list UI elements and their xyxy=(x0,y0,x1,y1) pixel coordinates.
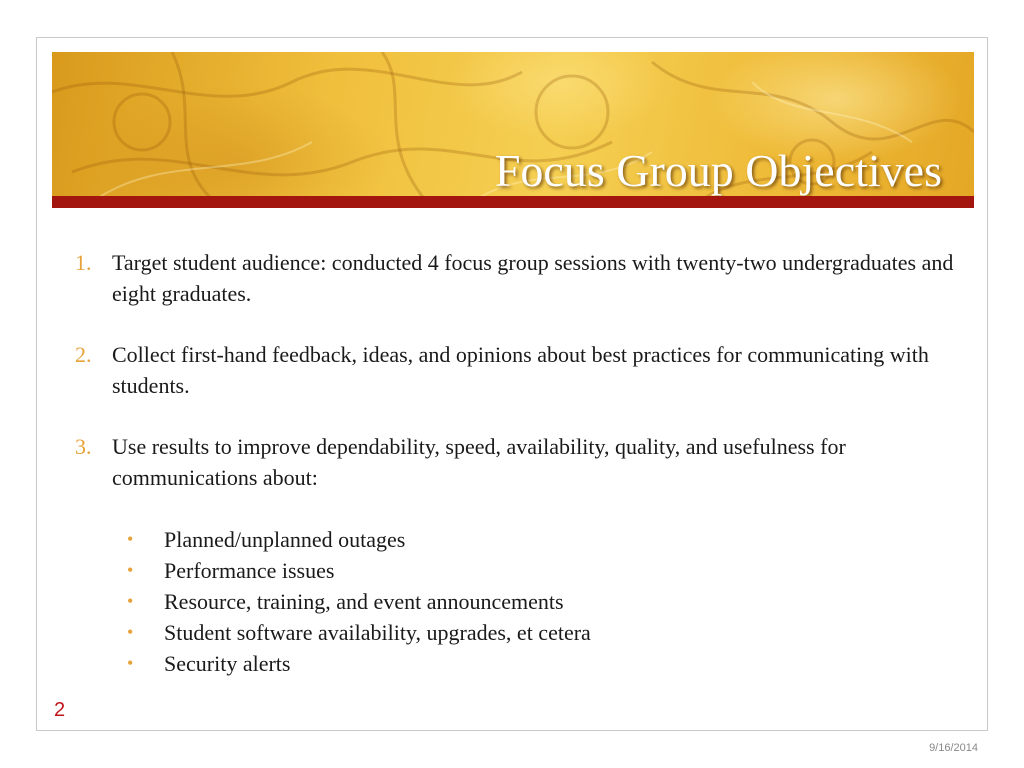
slide-body xyxy=(75,247,955,679)
footer-date: 9/16/2014 xyxy=(929,742,978,754)
topic-text: Student software availability, upgrades, et cetera xyxy=(164,620,591,645)
objective-item xyxy=(75,247,955,309)
objective-text: Target student audience: conducted 4 focus group sessions with twenty-two undergraduates and eight graduates. xyxy=(112,250,954,306)
topic-item xyxy=(127,648,955,679)
title-divider-stripe xyxy=(52,196,974,208)
bullet-icon: • xyxy=(127,529,134,549)
topic-item xyxy=(127,524,955,555)
topic-list xyxy=(75,524,955,679)
objective-number: 2. xyxy=(75,342,92,367)
topic-text: Planned/unplanned outages xyxy=(164,527,406,552)
topic-item xyxy=(127,617,955,648)
slide xyxy=(36,37,988,731)
objective-item xyxy=(75,339,955,401)
bullet-icon: • xyxy=(127,591,134,611)
objective-item xyxy=(75,431,955,493)
topic-text: Resource, training, and event announcements xyxy=(164,589,564,614)
objective-number: 3. xyxy=(75,434,92,459)
objective-text: Collect first-hand feedback, ideas, and opinions about best practices for communicating with students. xyxy=(112,342,929,398)
slide-title: Focus Group Objectives xyxy=(494,145,942,196)
objective-text: Use results to improve dependability, speed, availability, quality, and usefulness for communications about: xyxy=(112,434,846,490)
topic-item xyxy=(127,586,955,617)
topic-text: Performance issues xyxy=(164,558,335,583)
topic-text: Security alerts xyxy=(164,651,291,676)
title-banner xyxy=(52,52,974,208)
bullet-icon: • xyxy=(127,560,134,580)
bullet-icon: • xyxy=(127,653,134,673)
slide-number: 2 xyxy=(54,699,66,721)
topic-item xyxy=(127,555,955,586)
objective-number: 1. xyxy=(75,250,92,275)
bullet-icon: • xyxy=(127,622,134,642)
